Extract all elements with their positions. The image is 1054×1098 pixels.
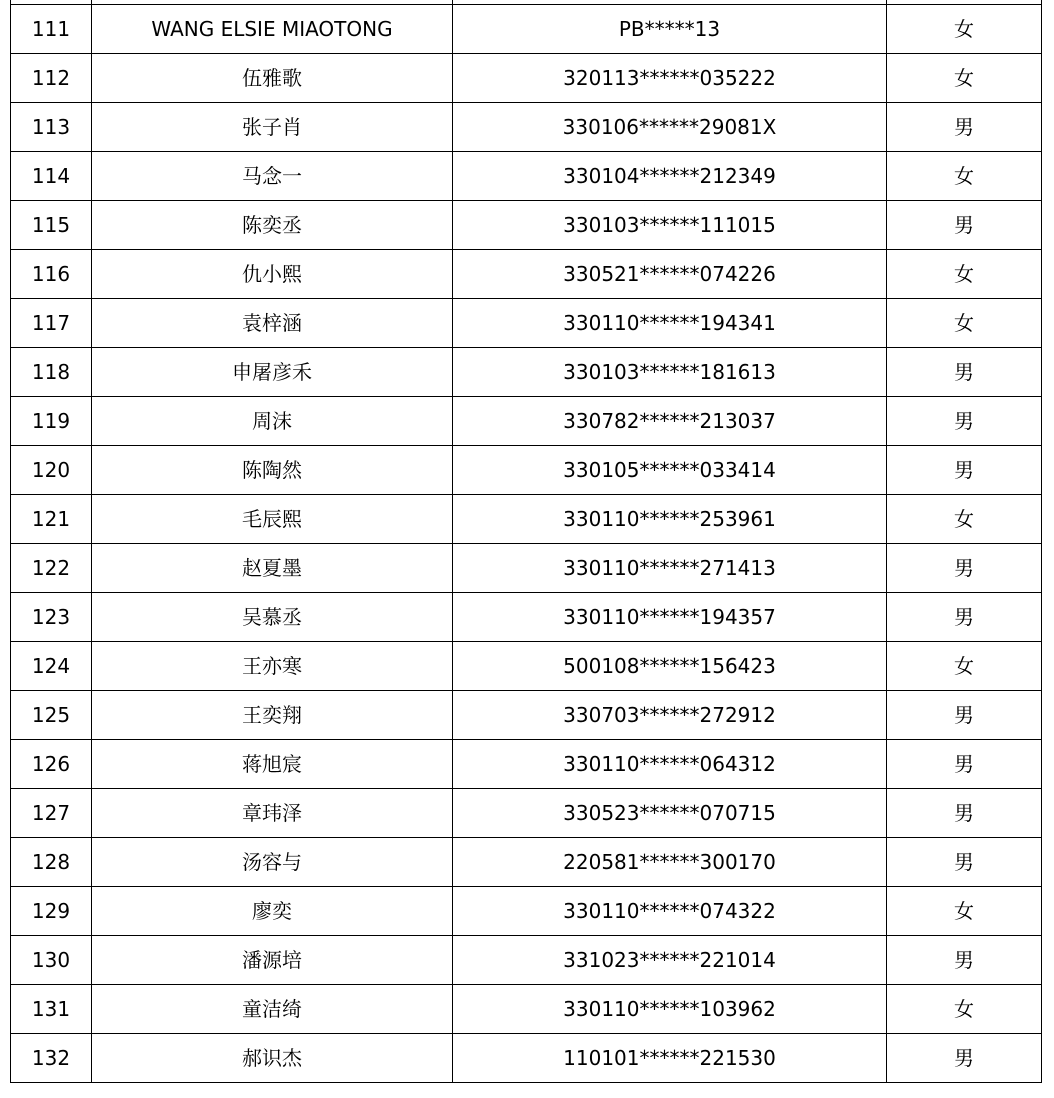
table-row <box>11 495 1042 544</box>
gender-cell: 女 <box>887 54 1042 103</box>
row-number-cell: 116 <box>11 250 92 299</box>
name-cell: 汤容与 <box>92 838 453 887</box>
row-number-cell: 124 <box>11 642 92 691</box>
gender-cell: 男 <box>887 740 1042 789</box>
id-number-cell: 330110******271413 <box>453 544 887 593</box>
gender-cell: 女 <box>887 985 1042 1034</box>
id-number-cell: PB*****13 <box>453 5 887 54</box>
name-cell: 章玮泽 <box>92 789 453 838</box>
gender-cell: 男 <box>887 103 1042 152</box>
name-cell: 廖奕 <box>92 887 453 936</box>
gender-cell: 男 <box>887 1034 1042 1083</box>
row-number-cell: 131 <box>11 985 92 1034</box>
gender-cell: 男 <box>887 789 1042 838</box>
id-number-cell: 330105******033414 <box>453 446 887 495</box>
id-number-cell: 330703******272912 <box>453 691 887 740</box>
row-number-cell: 121 <box>11 495 92 544</box>
table-row <box>11 936 1042 985</box>
table-row <box>11 250 1042 299</box>
row-number-cell: 114 <box>11 152 92 201</box>
name-cell: 马念一 <box>92 152 453 201</box>
name-cell: 张子肖 <box>92 103 453 152</box>
name-cell: 陈奕丞 <box>92 201 453 250</box>
table-row <box>11 103 1042 152</box>
gender-cell: 女 <box>887 5 1042 54</box>
id-number-cell: 330103******111015 <box>453 201 887 250</box>
name-cell: 蒋旭宸 <box>92 740 453 789</box>
name-cell: 伍雅歌 <box>92 54 453 103</box>
gender-cell: 男 <box>887 201 1042 250</box>
gender-cell: 男 <box>887 936 1042 985</box>
roster-table-body <box>11 0 1042 1083</box>
id-number-cell: 320113******035222 <box>453 54 887 103</box>
name-cell: 周沫 <box>92 397 453 446</box>
id-number-cell: 330523******070715 <box>453 789 887 838</box>
id-number-cell: 330110******194357 <box>453 593 887 642</box>
gender-cell: 男 <box>887 593 1042 642</box>
id-number-cell: 330104******212349 <box>453 152 887 201</box>
id-number-cell: 330110******194341 <box>453 299 887 348</box>
id-number-cell: 330110******064312 <box>453 740 887 789</box>
row-number-cell: 129 <box>11 887 92 936</box>
row-number-cell: 127 <box>11 789 92 838</box>
id-number-cell: 331023******221014 <box>453 936 887 985</box>
table-row <box>11 593 1042 642</box>
id-number-cell: 330110******253961 <box>453 495 887 544</box>
id-number-cell: 330110******103962 <box>453 985 887 1034</box>
name-cell: 王奕翔 <box>92 691 453 740</box>
gender-cell: 男 <box>887 691 1042 740</box>
name-cell: 陈陶然 <box>92 446 453 495</box>
table-row <box>11 348 1042 397</box>
gender-cell: 女 <box>887 152 1042 201</box>
gender-cell: 男 <box>887 544 1042 593</box>
table-row <box>11 838 1042 887</box>
table-row <box>11 740 1042 789</box>
row-number-cell: 126 <box>11 740 92 789</box>
table-row <box>11 1034 1042 1083</box>
name-cell: 潘源培 <box>92 936 453 985</box>
gender-cell: 男 <box>887 838 1042 887</box>
id-number-cell: 330110******074322 <box>453 887 887 936</box>
id-number-cell: 500108******156423 <box>453 642 887 691</box>
gender-cell: 女 <box>887 495 1042 544</box>
gender-cell: 男 <box>887 446 1042 495</box>
roster-table <box>10 0 1042 1083</box>
id-number-cell: 220581******300170 <box>453 838 887 887</box>
gender-cell: 女 <box>887 887 1042 936</box>
table-row <box>11 642 1042 691</box>
gender-cell: 女 <box>887 299 1042 348</box>
id-number-cell: 330106******29081X <box>453 103 887 152</box>
table-row <box>11 54 1042 103</box>
row-number-cell: 128 <box>11 838 92 887</box>
row-number-cell: 118 <box>11 348 92 397</box>
row-number-cell: 130 <box>11 936 92 985</box>
table-row <box>11 985 1042 1034</box>
table-row <box>11 691 1042 740</box>
table-row <box>11 789 1042 838</box>
gender-cell: 女 <box>887 642 1042 691</box>
table-row <box>11 397 1042 446</box>
table-row <box>11 152 1042 201</box>
name-cell: 王亦寒 <box>92 642 453 691</box>
id-number-cell: 330103******181613 <box>453 348 887 397</box>
name-cell: 吴慕丞 <box>92 593 453 642</box>
row-number-cell: 112 <box>11 54 92 103</box>
gender-cell: 女 <box>887 250 1042 299</box>
id-number-cell: 330521******074226 <box>453 250 887 299</box>
gender-cell: 男 <box>887 348 1042 397</box>
row-number-cell: 111 <box>11 5 92 54</box>
name-cell: WANG ELSIE MIAOTONG <box>92 5 453 54</box>
id-number-cell: 330782******213037 <box>453 397 887 446</box>
table-row <box>11 446 1042 495</box>
name-cell: 仇小熙 <box>92 250 453 299</box>
row-number-cell: 119 <box>11 397 92 446</box>
row-number-cell: 120 <box>11 446 92 495</box>
row-number-cell: 117 <box>11 299 92 348</box>
name-cell: 赵夏墨 <box>92 544 453 593</box>
table-row <box>11 544 1042 593</box>
id-number-cell: 110101******221530 <box>453 1034 887 1083</box>
name-cell: 申屠彦禾 <box>92 348 453 397</box>
row-number-cell: 113 <box>11 103 92 152</box>
table-row <box>11 201 1042 250</box>
table-row <box>11 299 1042 348</box>
name-cell: 毛辰熙 <box>92 495 453 544</box>
name-cell: 童洁绮 <box>92 985 453 1034</box>
row-number-cell: 122 <box>11 544 92 593</box>
gender-cell: 男 <box>887 397 1042 446</box>
row-number-cell: 132 <box>11 1034 92 1083</box>
table-row <box>11 5 1042 54</box>
name-cell: 袁梓涵 <box>92 299 453 348</box>
row-number-cell: 123 <box>11 593 92 642</box>
table-row <box>11 887 1042 936</box>
row-number-cell: 125 <box>11 691 92 740</box>
row-number-cell: 115 <box>11 201 92 250</box>
name-cell: 郝识杰 <box>92 1034 453 1083</box>
